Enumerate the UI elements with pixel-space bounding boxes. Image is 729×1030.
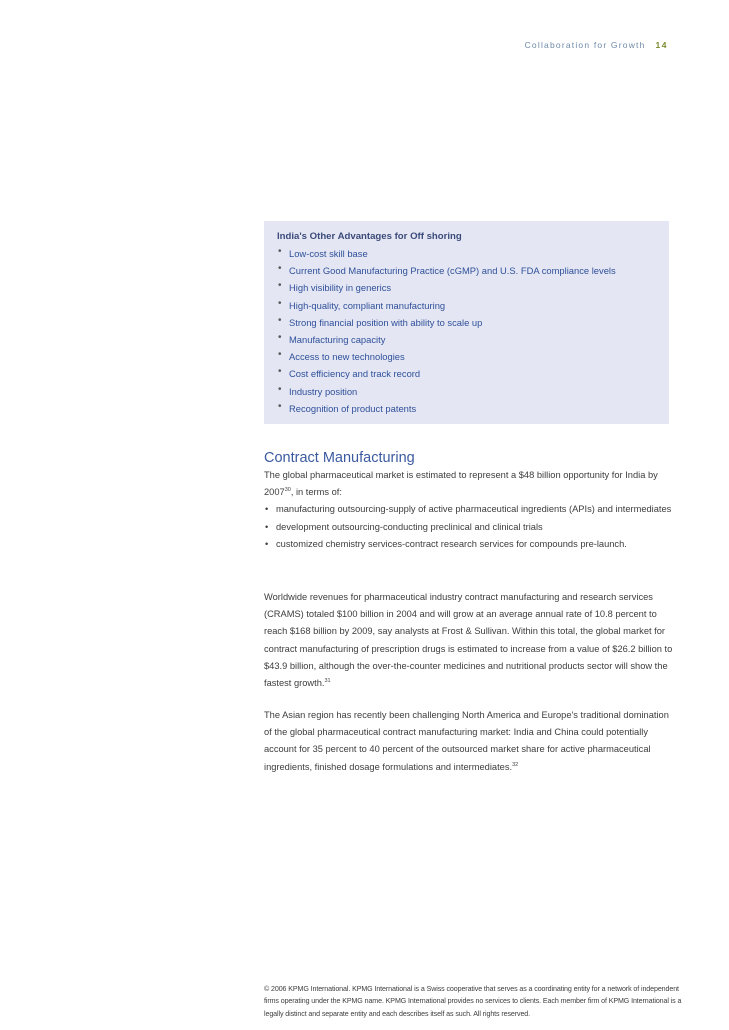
advantage-label: High-quality, compliant manufacturing bbox=[289, 299, 446, 311]
bullet-icon: • bbox=[278, 297, 282, 309]
advantages-list bbox=[277, 248, 669, 420]
advantage-label: Low-cost skill base bbox=[289, 248, 368, 259]
bullet-icon: • bbox=[278, 263, 282, 275]
bullet-icon: • bbox=[265, 504, 269, 515]
list-item bbox=[264, 536, 674, 553]
intro-paragraph bbox=[264, 467, 674, 501]
advantage-label: Current Good Manufacturing Practice (cGMP) and U.S. FDA compliance levels bbox=[289, 265, 616, 277]
bullet-icon: • bbox=[278, 246, 282, 257]
advantages-list-item bbox=[277, 351, 669, 368]
intro-block bbox=[264, 467, 674, 553]
page-number: 14 bbox=[655, 40, 668, 50]
bullet-icon: • bbox=[278, 383, 282, 395]
footnote-ref: 32 bbox=[512, 761, 519, 768]
bullet-icon: • bbox=[278, 366, 282, 378]
advantages-list-item bbox=[277, 383, 669, 403]
advantage-label: Industry position bbox=[289, 385, 358, 397]
footnote-ref: 31 bbox=[324, 677, 331, 684]
services-list bbox=[264, 501, 674, 553]
advantages-list-item bbox=[277, 265, 669, 282]
advantages-sidebar-box bbox=[264, 221, 669, 424]
crams-paragraph-block bbox=[264, 589, 674, 692]
bullet-icon: • bbox=[278, 280, 282, 292]
list-item-text: manufacturing outsourcing-supply of active pharmaceutical ingredients (APIs) and intermediates bbox=[276, 504, 672, 515]
advantages-list-item bbox=[277, 297, 669, 317]
running-header bbox=[525, 40, 668, 50]
footnote-ref: 30 bbox=[284, 487, 291, 494]
bullet-icon: • bbox=[265, 538, 269, 549]
crams-paragraph bbox=[264, 589, 674, 692]
advantages-list-item bbox=[277, 331, 669, 351]
list-item bbox=[264, 519, 674, 536]
bullet-icon: • bbox=[278, 314, 282, 326]
asian-region-text: The Asian region has recently been challenging North America and Europe's traditional domination of the global pharmaceutical contract manufacturing market: India and China could potentially account for 35 percent to 40 percent of the outsourced market share for active pharmaceutical ingredients, finished dosage formulations and intermediates. bbox=[264, 710, 669, 772]
section-heading: Contract Manufacturing bbox=[264, 450, 415, 466]
crams-text: Worldwide revenues for pharmaceutical industry contract manufacturing and research services (CRAMS) totaled $100 billion in 2004 and will grow at an average annual rate of 10.8 percent to reach $168 billion by 2009, say analysts at Frost & Sullivan. Within this total, the global market for contract manufacturing of prescription drugs is estimated to increase from a value of $26.2 billion to $43.9 billion, although the over-the-counter medicines and nutritional products sector will show the fastest growth. bbox=[264, 592, 673, 689]
intro-tail: , in terms of: bbox=[290, 487, 342, 498]
copyright-footer: © 2006 KPMG International. KPMG International is a Swiss cooperative that serves as a coordinating entity for a network of independent firms operating under the KPMG name. KPMG International provides no services to clients. Each member firm of KPMG International is a legally distinct and separate entity and each describes itself as such. All rights reserved. bbox=[264, 985, 682, 1018]
bullet-icon: • bbox=[265, 521, 269, 532]
advantages-list-item bbox=[277, 248, 669, 265]
list-item-text: development outsourcing-conducting preclinical and clinical trials bbox=[276, 521, 543, 532]
advantages-list-item bbox=[277, 368, 669, 385]
advantages-list-item bbox=[277, 400, 669, 420]
advantage-label: High visibility in generics bbox=[289, 282, 392, 294]
bullet-icon: • bbox=[278, 400, 282, 412]
header-section-title: Collaboration for Growth bbox=[524, 40, 646, 50]
advantage-label: Strong financial position with ability to scale up bbox=[289, 316, 483, 328]
asian-region-paragraph-block bbox=[264, 707, 674, 776]
asian-region-paragraph bbox=[264, 707, 674, 776]
list-item bbox=[264, 501, 674, 518]
advantage-label: Recognition of product patents bbox=[289, 402, 417, 414]
bullet-icon: • bbox=[278, 349, 282, 361]
bullet-icon: • bbox=[278, 331, 282, 343]
list-item-text: customized chemistry services-contract research services for compounds pre-launch. bbox=[276, 538, 627, 549]
advantage-label: Access to new technologies bbox=[289, 351, 405, 363]
advantages-list-item bbox=[277, 314, 669, 334]
intro-text: The global pharmaceutical market is estimated to represent a $48 billion opportunity for India by 2007 bbox=[264, 470, 658, 498]
advantage-label: Manufacturing capacity bbox=[289, 333, 386, 345]
advantages-title: India's Other Advantages for Off shoring bbox=[277, 231, 462, 242]
advantages-list-item bbox=[277, 282, 669, 299]
advantage-label: Cost efficiency and track record bbox=[289, 368, 421, 380]
